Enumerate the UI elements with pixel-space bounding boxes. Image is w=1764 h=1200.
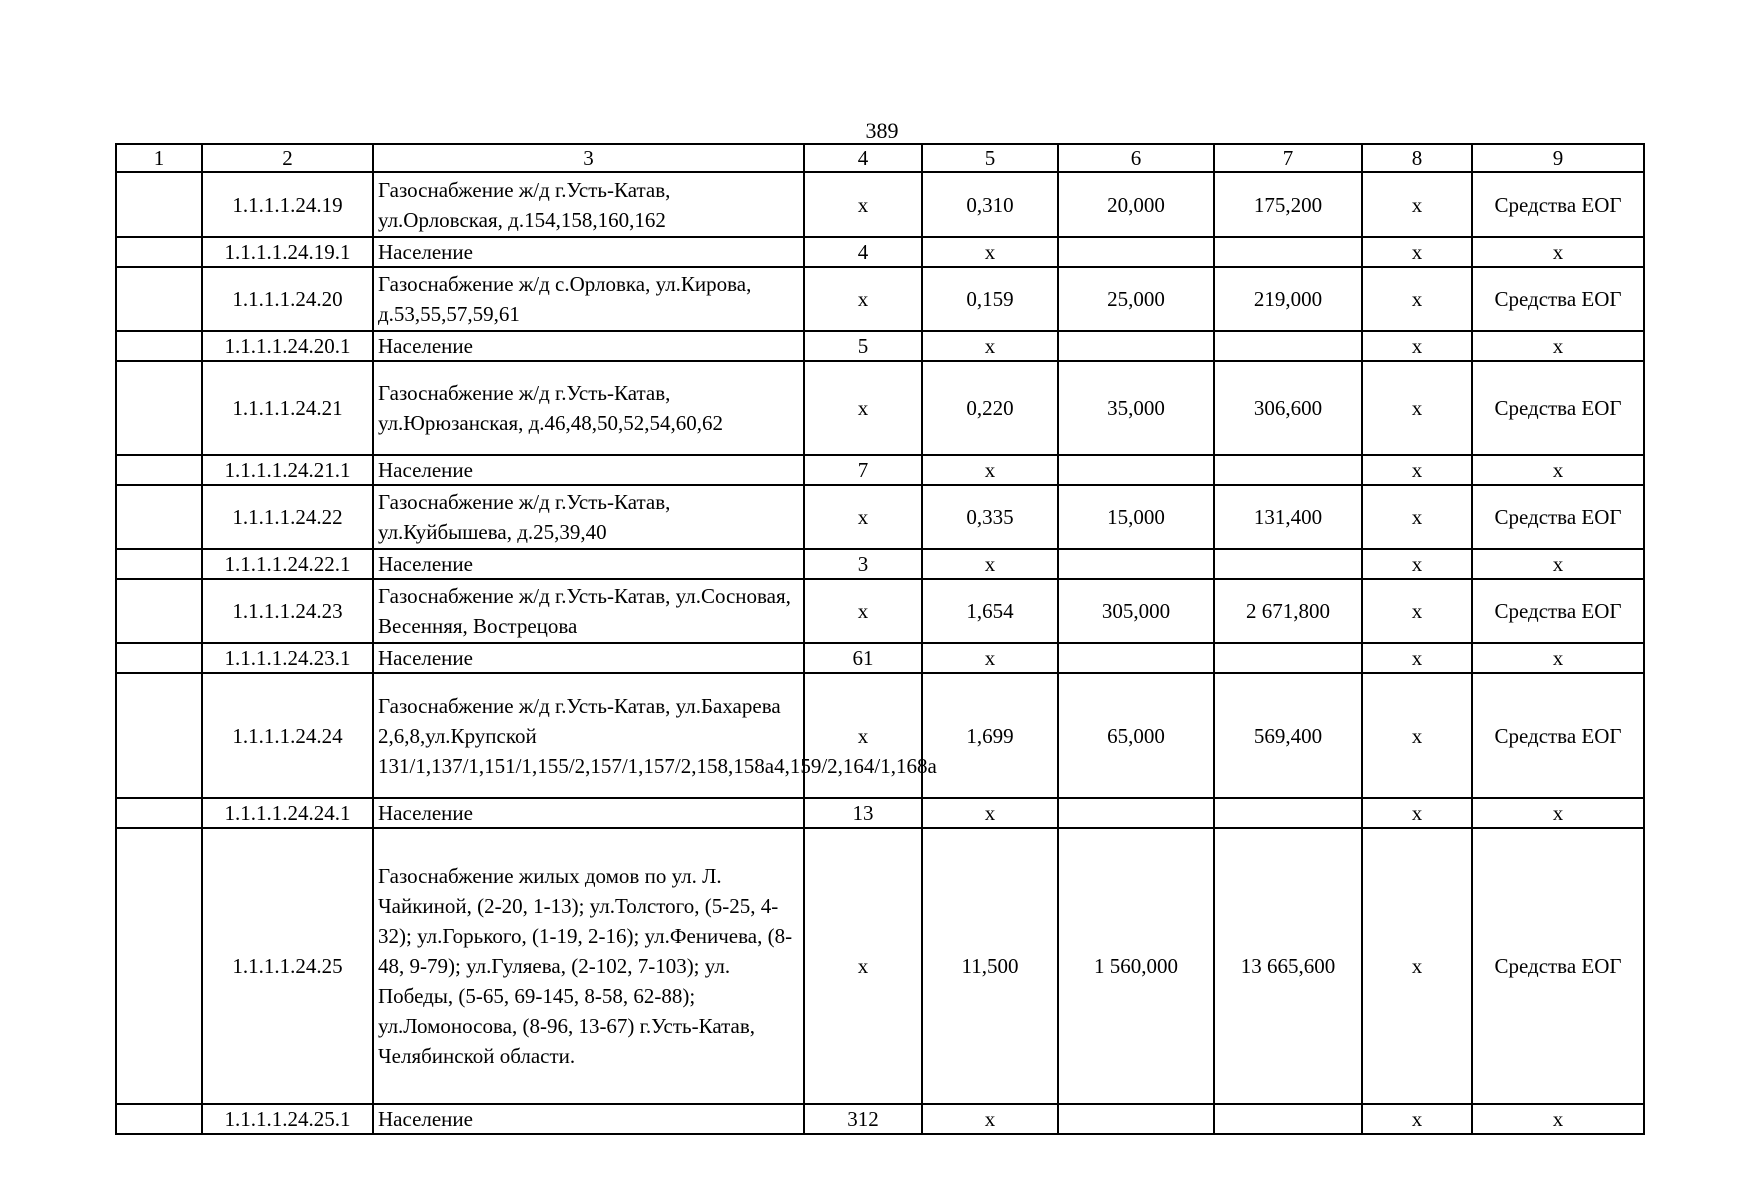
col-description-cell: Население [373,237,804,267]
col-6-cell [1058,643,1214,673]
col-6-cell: 20,000 [1058,172,1214,237]
col-6-cell [1058,798,1214,828]
col-1-cell [116,331,202,361]
table-row-project [116,485,1644,549]
page-number: 389 [865,118,899,143]
col-4-cell: 312 [804,1104,922,1134]
col-7-cell: 175,200 [1214,172,1362,237]
col-code-cell: 1.1.1.1.24.21.1 [202,455,373,485]
col-1-cell [116,485,202,549]
col-4-cell: х [804,673,922,798]
header-cell: 6 [1058,144,1214,172]
col-code-cell: 1.1.1.1.24.19.1 [202,237,373,267]
col-4-cell: 4 [804,237,922,267]
header-cell: 1 [116,144,202,172]
col-1-cell [116,172,202,237]
col-source-cell: Средства ЕОГ [1472,673,1644,798]
col-5-cell: х [922,237,1058,267]
col-6-cell: 25,000 [1058,267,1214,331]
col-8-cell: х [1362,267,1472,331]
col-description-cell: Газоснабжение ж/д г.Усть-Катав, ул.Орловская, д.154,158,160,162 [373,172,804,237]
col-8-cell: х [1362,1104,1472,1134]
header-row [116,144,1644,172]
col-description-cell: Население [373,549,804,579]
col-6-cell: 65,000 [1058,673,1214,798]
col-source-cell: Средства ЕОГ [1472,361,1644,455]
header-cell: 3 [373,144,804,172]
col-4-cell: 5 [804,331,922,361]
col-8-cell: х [1362,798,1472,828]
header-cell: 8 [1362,144,1472,172]
col-1-cell [116,361,202,455]
col-6-cell [1058,1104,1214,1134]
col-4-cell: х [804,172,922,237]
col-7-cell [1214,237,1362,267]
col-7-cell [1214,1104,1362,1134]
col-source-cell: Средства ЕОГ [1472,579,1644,643]
col-5-cell: х [922,331,1058,361]
col-1-cell [116,455,202,485]
col-1-cell [116,828,202,1104]
col-code-cell: 1.1.1.1.24.23 [202,579,373,643]
col-7-cell: 131,400 [1214,485,1362,549]
col-8-cell: х [1362,485,1472,549]
col-6-cell: 35,000 [1058,361,1214,455]
col-source-cell: Средства ЕОГ [1472,172,1644,237]
col-6-cell [1058,237,1214,267]
col-8-cell: х [1362,549,1472,579]
col-7-cell [1214,455,1362,485]
table-row-population [116,455,1644,485]
col-8-cell: х [1362,828,1472,1104]
col-description-cell: Население [373,1104,804,1134]
col-1-cell [116,1104,202,1134]
col-source-cell: х [1472,237,1644,267]
col-1-cell [116,798,202,828]
col-source-cell: х [1472,643,1644,673]
table-row-project [116,361,1644,455]
table-row-population [116,549,1644,579]
col-1-cell [116,267,202,331]
col-4-cell: х [804,267,922,331]
col-source-cell: Средства ЕОГ [1472,267,1644,331]
col-7-cell: 306,600 [1214,361,1362,455]
col-8-cell: х [1362,673,1472,798]
table-row-population [116,643,1644,673]
col-6-cell: 305,000 [1058,579,1214,643]
col-5-cell: 0,159 [922,267,1058,331]
col-1-cell [116,237,202,267]
col-code-cell: 1.1.1.1.24.20.1 [202,331,373,361]
col-4-cell: 61 [804,643,922,673]
col-6-cell: 1 560,000 [1058,828,1214,1104]
col-4-cell: х [804,579,922,643]
col-7-cell [1214,331,1362,361]
col-description-cell: Население [373,331,804,361]
col-6-cell [1058,455,1214,485]
col-description-cell: Газоснабжение ж/д с.Орловка, ул.Кирова, д.53,55,57,59,61 [373,267,804,331]
col-5-cell: 1,699 [922,673,1058,798]
header-cell: 5 [922,144,1058,172]
col-code-cell: 1.1.1.1.24.19 [202,172,373,237]
col-1-cell [116,643,202,673]
col-code-cell: 1.1.1.1.24.24.1 [202,798,373,828]
col-5-cell: 0,335 [922,485,1058,549]
header-cell: 2 [202,144,373,172]
col-description-cell: Газоснабжение ж/д г.Усть-Катав, ул.Юрюзанская, д.46,48,50,52,54,60,62 [373,361,804,455]
col-source-cell: х [1472,549,1644,579]
col-5-cell: х [922,549,1058,579]
col-code-cell: 1.1.1.1.24.25.1 [202,1104,373,1134]
table-row-population [116,1104,1644,1134]
col-7-cell [1214,798,1362,828]
col-8-cell: х [1362,172,1472,237]
header-cell: 4 [804,144,922,172]
col-code-cell: 1.1.1.1.24.24 [202,673,373,798]
data-table [115,143,1645,1135]
col-1-cell [116,673,202,798]
col-5-cell: х [922,1104,1058,1134]
col-source-cell: Средства ЕОГ [1472,485,1644,549]
col-source-cell: х [1472,331,1644,361]
header-cell: 7 [1214,144,1362,172]
col-4-cell: 7 [804,455,922,485]
col-4-cell: х [804,828,922,1104]
col-source-cell: х [1472,455,1644,485]
col-source-cell: х [1472,798,1644,828]
col-6-cell: 15,000 [1058,485,1214,549]
col-8-cell: х [1362,361,1472,455]
table-row-project [116,172,1644,237]
col-description-cell: Газоснабжение ж/д г.Усть-Катав, ул.Сосновая, Весенняя, Вострецова [373,579,804,643]
col-4-cell: 3 [804,549,922,579]
col-code-cell: 1.1.1.1.24.21 [202,361,373,455]
col-8-cell: х [1362,455,1472,485]
col-7-cell [1214,643,1362,673]
col-7-cell: 2 671,800 [1214,579,1362,643]
col-8-cell: х [1362,331,1472,361]
col-1-cell [116,549,202,579]
col-5-cell: 0,220 [922,361,1058,455]
col-5-cell: 11,500 [922,828,1058,1104]
col-4-cell: х [804,485,922,549]
col-5-cell: 1,654 [922,579,1058,643]
col-7-cell [1214,549,1362,579]
col-8-cell: х [1362,237,1472,267]
col-7-cell: 569,400 [1214,673,1362,798]
col-description-cell: Газоснабжение ж/д г.Усть-Катав, ул.Бахарева 2,6,8,ул.Крупской 131/1,137/1,151/1,155/2,157/1,157/2,158,158а4,159/2,164/1,168а [373,673,804,798]
col-8-cell: х [1362,643,1472,673]
table-body [116,144,1644,1134]
col-4-cell: х [804,361,922,455]
col-5-cell: х [922,643,1058,673]
table-row-project [116,828,1644,1104]
header-cell: 9 [1472,144,1644,172]
col-6-cell [1058,331,1214,361]
col-description-cell: Население [373,798,804,828]
table-row-project [116,267,1644,331]
table-row-project [116,673,1644,798]
table-row-project [116,579,1644,643]
col-5-cell: х [922,455,1058,485]
col-code-cell: 1.1.1.1.24.23.1 [202,643,373,673]
col-description-cell: Газоснабжение ж/д г.Усть-Катав, ул.Куйбышева, д.25,39,40 [373,485,804,549]
col-code-cell: 1.1.1.1.24.20 [202,267,373,331]
col-description-cell: Население [373,455,804,485]
table-row-population [116,331,1644,361]
col-6-cell [1058,549,1214,579]
col-code-cell: 1.1.1.1.24.25 [202,828,373,1104]
col-5-cell: х [922,798,1058,828]
col-description-cell: Газоснабжение жилых домов по ул. Л. Чайкиной, (2-20, 1-13); ул.Толстого, (5-25, 4-32); ул.Горького, (1-19, 2-16); ул.Феничева, (8-48, 9-79); ул.Гуляева, (2-102, 7-103); ул. Победы, (5-65, 69-145, 8-58, 62-88); ул.Ломоносова, (8-96, 13-67) г.Усть-Катав, Челябинской области. [373,828,804,1104]
col-code-cell: 1.1.1.1.24.22.1 [202,549,373,579]
col-code-cell: 1.1.1.1.24.22 [202,485,373,549]
col-description-cell: Население [373,643,804,673]
table-row-population [116,798,1644,828]
col-source-cell: х [1472,1104,1644,1134]
col-source-cell: Средства ЕОГ [1472,828,1644,1104]
col-1-cell [116,579,202,643]
col-4-cell: 13 [804,798,922,828]
col-5-cell: 0,310 [922,172,1058,237]
col-7-cell: 219,000 [1214,267,1362,331]
col-8-cell: х [1362,579,1472,643]
col-7-cell: 13 665,600 [1214,828,1362,1104]
table-row-population [116,237,1644,267]
